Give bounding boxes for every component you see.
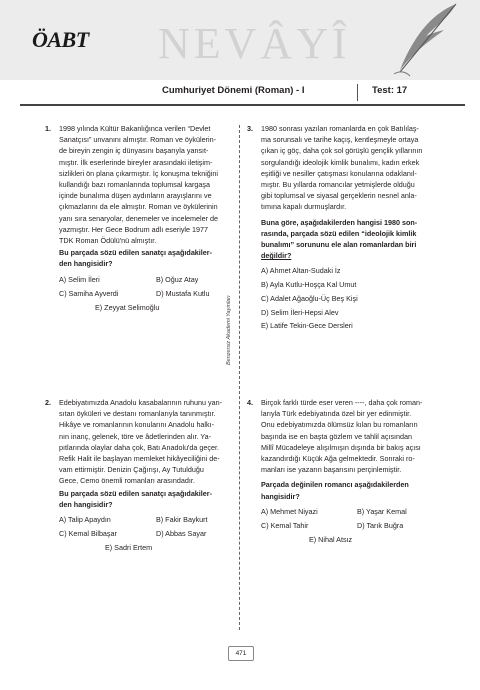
question-2 <box>45 397 227 554</box>
question-number: 4. <box>247 398 253 407</box>
topic-title: Cumhuriyet Dönemi (Roman) - I <box>162 85 305 96</box>
option-row <box>59 514 227 525</box>
question-1 <box>45 123 227 313</box>
page-number: 471 <box>228 646 254 661</box>
series-title: NEVÂYÎ <box>158 19 351 68</box>
option-row <box>261 506 433 517</box>
option-c[interactable]: C) Kemal Bilbaşar <box>59 529 117 539</box>
option-b[interactable]: B) Yaşar Kemal <box>357 506 407 516</box>
option-row <box>59 302 227 313</box>
option-row <box>59 274 227 285</box>
option-e[interactable]: E) Latife Tekin-Gece Dersleri <box>261 321 353 331</box>
question-text: 1980 sonrası yazılan romanlarda en çok Batılılaş- ma sorunsalı ve tarihe kaçış, kentleşmeyle ortaya çıkan iç göç, daha çok sol görüşlü gençlik yıllarının sorgulandığı ideolojik kimlik bunalımı, kadın erkek eşitliği ve nesiller çatışması konularına odaklanıl- mıştır. Bu yıllarda romancılar yetmişlerde olduğu gibi toplumsal ve siyasal gerçeklerin nesnel anla- tımına kapalı durmuşlardır. <box>261 124 423 212</box>
question-stem: Bu parçada sözü edilen sanatçı aşağıdakiler- den hangisidir? <box>59 488 212 509</box>
option-a[interactable]: A) Talip Apaydın <box>59 515 111 525</box>
option-c[interactable]: C) Adalet Ağaoğlu-Üç Beş Kişi <box>261 293 358 303</box>
question-stem: Buna göre, aşağıdakilerden hangisi 1980 son- rasında, parçada sözü edilen “ideolojik kimlik bunalımı” sorununu ele alan romanlardan biri değildir? <box>261 217 418 261</box>
brand-logo: ÖABT <box>32 27 89 52</box>
question-number: 1. <box>45 124 51 133</box>
option-a[interactable]: A) Ahmet Altan-Sudaki İz <box>261 266 341 276</box>
question-3 <box>247 123 433 331</box>
option-b[interactable]: B) Ayla Kutlu-Hoşça Kal Umut <box>261 280 357 290</box>
column-divider <box>239 125 240 630</box>
title-bar <box>0 80 480 104</box>
option-row <box>59 542 227 553</box>
test-number: Test: 17 <box>372 85 408 96</box>
option-b[interactable]: B) Oğuz Atay <box>156 274 199 284</box>
option-list <box>261 265 433 331</box>
option-c[interactable]: C) Kemal Tahir <box>261 521 309 531</box>
option-d[interactable]: D) Tarık Buğra <box>357 521 404 531</box>
option-row <box>59 288 227 299</box>
question-number: 2. <box>45 398 51 407</box>
quill-icon <box>386 0 466 80</box>
question-stem: Parçada değinilen romancı aşağıdakilerden hangisidir? <box>261 480 409 501</box>
option-e[interactable]: E) Sadri Ertem <box>105 543 153 553</box>
page-header <box>0 0 480 80</box>
question-text: Birçok farklı türde eser veren ----, daha çok roman- larıyla Türk edebiyatında özel bir yer edinmiştir. Onu edebiyatımızda ölümsüz kılan bu romanların başında ise en başta gözlem ve tahlil açısından Millî Mücadeleye alışılmışın dışında bir bakış açısı kazandırdığı Küçük Ağa gelmektedir. Sonraki ro- manları ise yazarın başarısını perçinlemiştir. <box>261 398 423 475</box>
option-d[interactable]: D) Abbas Sayar <box>156 529 207 539</box>
option-d[interactable]: D) Mustafa Kutlu <box>156 288 210 298</box>
option-row <box>261 520 433 531</box>
question-text: Edebiyatımızda Anadolu kasabalarının ruhunu yan- sıtan öyküleri ve destanı romanlarıyla tanınmıştır. Hikâye ve romanlarının konularını Anadolu halkı- nın inanç, gelenek, töre ve âdetlerinden alır. Ya- pıtlarında olaylar daha çok, Batı Anadolu'da geçer. Refik Halit ile başlayan memleket hikâyeciliğini de- vam ettirmiştir. Denizin Çağırışı, Ay Tutulduğu Gece, Cemo önemli romanları arasındadır. <box>59 398 223 486</box>
question-4 <box>247 397 433 545</box>
negation-word: değildir? <box>261 251 292 261</box>
question-number: 3. <box>247 124 253 133</box>
option-a[interactable]: A) Mehmet Niyazi <box>261 506 318 516</box>
option-a[interactable]: A) Selim İleri <box>59 274 100 284</box>
option-row <box>59 528 227 539</box>
option-e[interactable]: E) Zeyyat Selimoğlu <box>95 303 160 313</box>
title-divider <box>357 84 358 101</box>
publisher-margin-text: Benzersiz Akademi Yayınları <box>226 295 232 365</box>
option-d[interactable]: D) Selim İleri-Hepsi Alev <box>261 307 339 317</box>
option-e[interactable]: E) Nihal Atsız <box>309 535 353 545</box>
option-b[interactable]: B) Fakir Baykurt <box>156 515 208 525</box>
question-stem: Bu parçada sözü edilen sanatçı aşağıdakiler- den hangisidir? <box>59 248 212 269</box>
question-text: 1998 yılında Kültür Bakanlığınca verilen “Devlet Sanatçısı” unvanını almıştır. Roman ve öykülerin- de bireyin zengin iç dünyasını başarıyla yansıt- mıştır. İlk eserlerinde bireyler arasındaki iletişim- sizlikleri ön plana çıkarmıştır. İç konuşma tekniğini kullandığı bazı romanlarında toplumsal kargaşa içinde bunalıma düşen aydınların arayışlarını ve çıkmazlarını da ele almıştır. Roman ve öykülerinin yanı sıra senaryolar, denemeler ve incelemeler de yazmıştır. Her Gece Bodrum adlı eseriyle 1977 TDK Roman Ödülü'nü almıştır. <box>59 124 219 246</box>
header-rule <box>20 104 465 106</box>
option-row <box>261 534 433 545</box>
option-c[interactable]: C) Samiha Ayverdi <box>59 288 119 298</box>
